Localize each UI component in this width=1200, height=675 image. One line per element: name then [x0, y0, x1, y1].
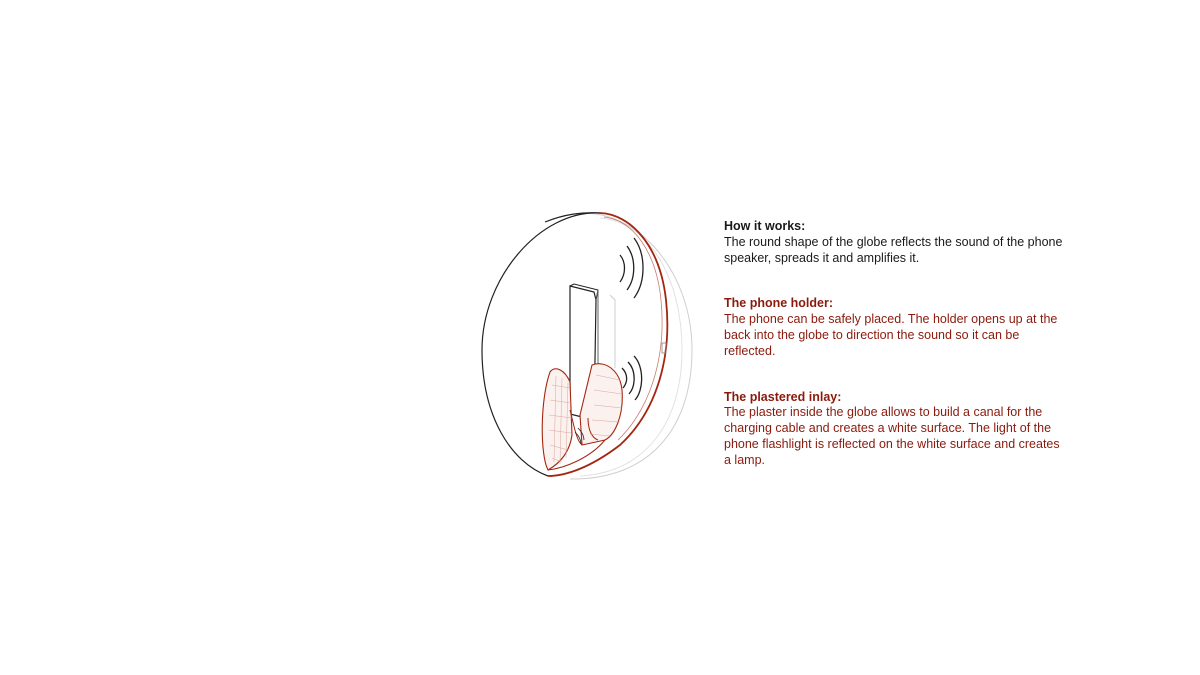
phone-holder-heading: The phone holder: [724, 296, 834, 311]
explanation-panel [724, 219, 1064, 499]
how-it-works-heading: How it works: [724, 219, 806, 233]
how-it-works-body: The round shape of the globe reflects the sound of the phone speaker, spreads it and amplifies it. [724, 234, 1063, 265]
plastered-inlay-heading: The plastered inlay: [724, 389, 842, 404]
plastered-inlay-body: The plaster inside the globe allows to build a canal for the charging cable and creates a white surface. The light of the phone flashlight is reflected on the white surface and creates a lamp. [724, 405, 1060, 467]
phone-holder-section [724, 296, 1064, 359]
sound-wave-lower-icon [622, 356, 642, 400]
globe-speaker-illustration [470, 200, 710, 490]
globe-top-edge [545, 213, 600, 222]
plastered-inlay-section [724, 390, 1064, 469]
phone-holder-body: The phone can be safely placed. The holder opens up at the back into the globe to direction the sound so it can be reflected. [724, 312, 1058, 358]
globe-speaker-drawing [470, 200, 710, 490]
how-it-works-section [724, 219, 1064, 266]
sound-wave-icon [620, 238, 643, 298]
